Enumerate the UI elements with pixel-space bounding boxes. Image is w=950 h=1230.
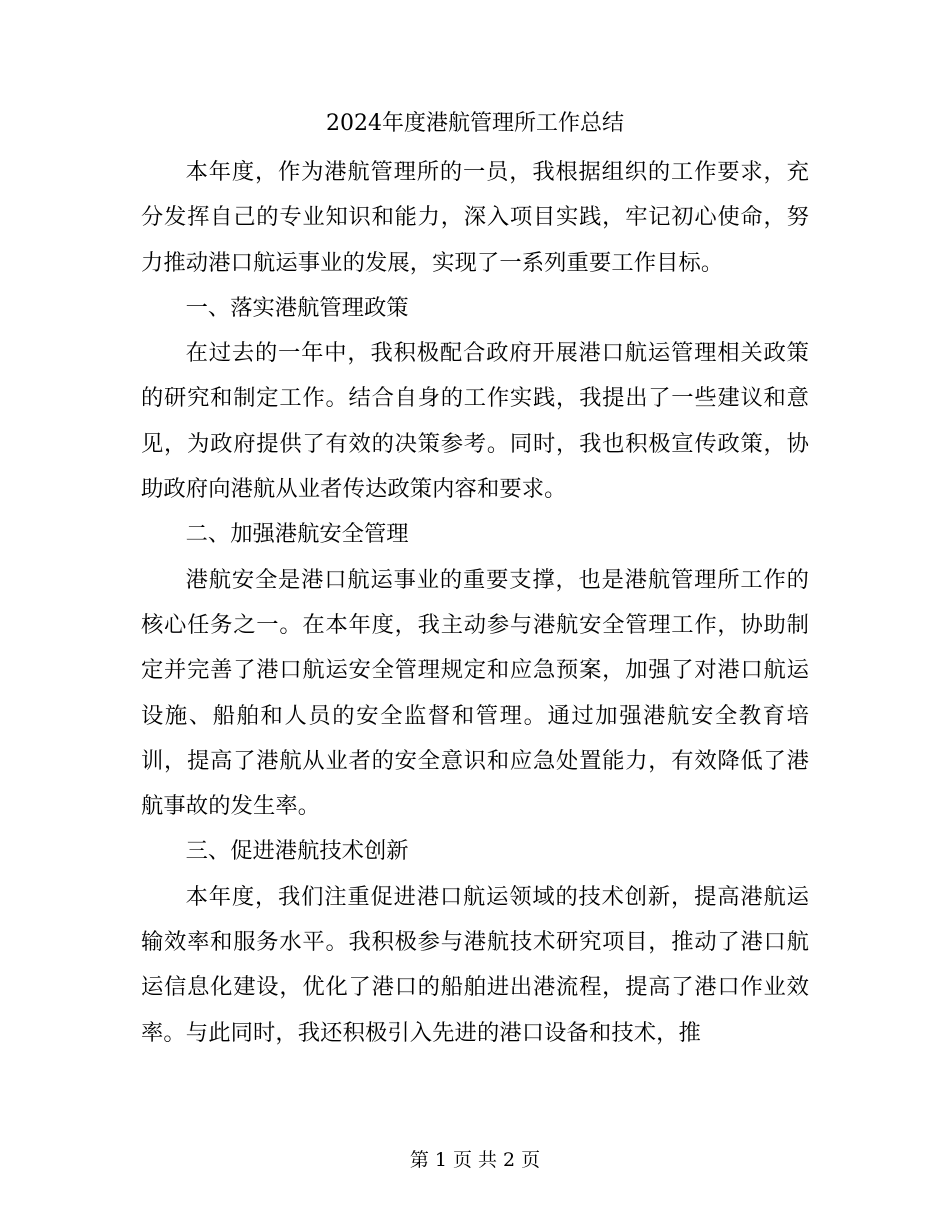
section-body-policy: 在过去的一年中，我积极配合政府开展港口航运管理相关政策的研究和制定工作。结合自身的工作实践，我提出了一些建议和意见，为政府提供了有效的决策参考。同时，我也积极宣传政策，协助政府向港航从业者传达政策内容和要求。 xyxy=(141,340,809,503)
document-body xyxy=(141,150,809,1056)
section-body-innovation: 本年度，我们注重促进港口航运领域的技术创新，提高港航运输效率和服务水平。我积极参与港航技术研究项目，推动了港口航运信息化建设，优化了港口的船舶进出港流程，提高了港口作业效率。与此同时，我还积极引入先进的港口设备和技术，推 xyxy=(141,883,809,1046)
document-title: 2024年度港航管理所工作总结 xyxy=(326,111,624,136)
section-heading-innovation: 三、促进港航技术创新 xyxy=(185,838,409,865)
section-body-safety: 港航安全是港口航运事业的重要支撑，也是港航管理所工作的核心任务之一。在本年度，我主动参与港航安全管理工作，协助制定并完善了港口航运安全管理规定和应急预案，加强了对港口航运设施、船舶和人员的安全监督和管理。通过加强港航安全教育培训，提高了港航从业者的安全意识和应急处置能力，有效降低了港航事故的发生率。 xyxy=(141,566,809,820)
section-heading-safety: 二、加强港航安全管理 xyxy=(185,521,409,548)
page-number-footer: 第 1 页 共 2 页 xyxy=(409,1149,541,1171)
section-heading-policy: 一、落实港航管理政策 xyxy=(185,294,409,321)
intro-paragraph: 本年度，作为港航管理所的一员，我根据组织的工作要求，充分发挥自己的专业知识和能力，深入项目实践，牢记初心使命，努力推动港口航运事业的发展，实现了一系列重要工作目标。 xyxy=(141,159,809,276)
